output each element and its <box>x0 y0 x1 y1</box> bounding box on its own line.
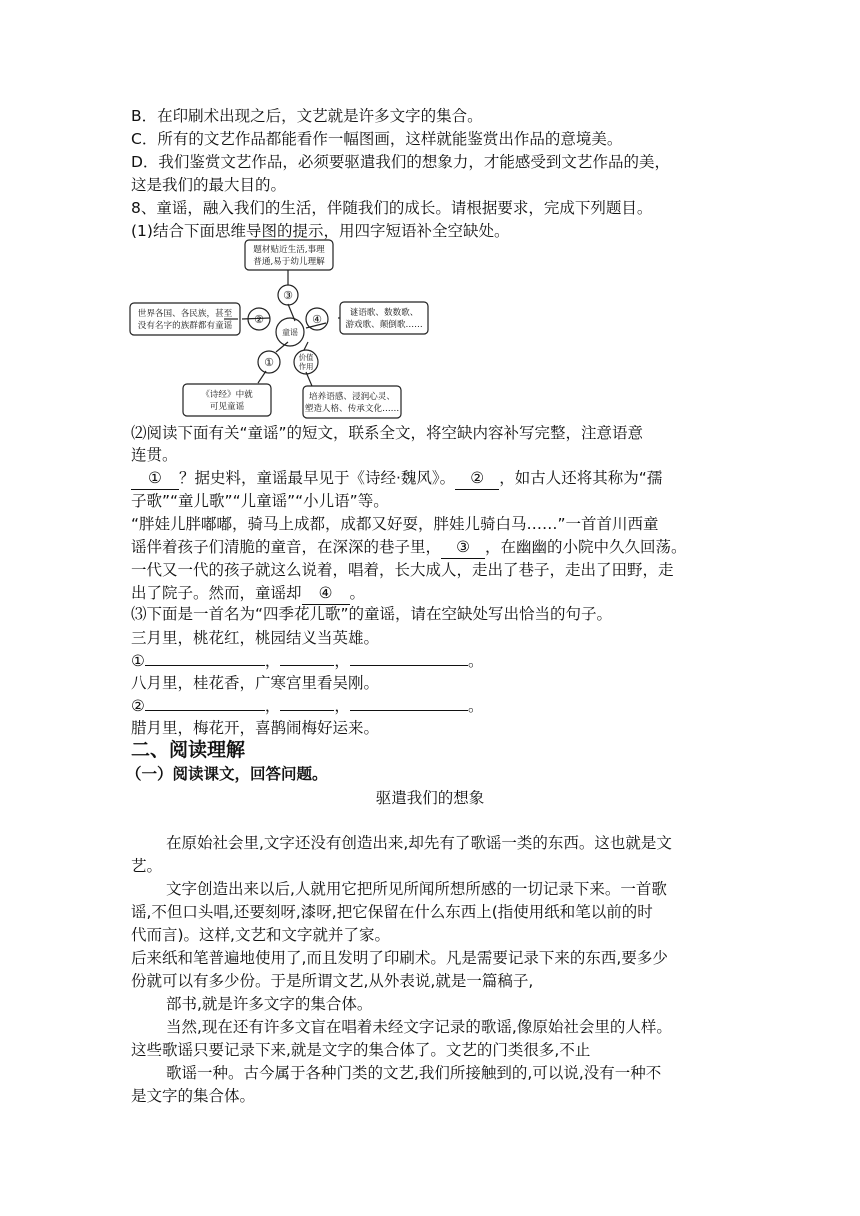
article-line-4: 谣,不但口头唱,还要刻呀,漆呀,把它保留在什么东西上(指使用纸和笔以前的时 <box>131 903 653 921</box>
svg-text:塑造人格、传承文化……: 塑造人格、传承文化…… <box>304 404 400 414</box>
svg-text:①: ① <box>264 356 274 369</box>
passage-line-2: 子歌”“童儿歌”“儿童谣”“小儿语”等。 <box>131 492 389 510</box>
svg-text:培养语感、浸润心灵、: 培养语感、浸润心灵、 <box>309 392 395 402</box>
article-line-1: 在原始社会里,文字还没有创造出来,却先有了歌谣一类的东西。这也就是文 <box>166 834 672 852</box>
poem-blank-1c[interactable] <box>350 665 468 666</box>
mind-map-diagram <box>128 238 438 420</box>
poem-blank-2a[interactable] <box>145 710 265 711</box>
passage-line-6: 出了院子。然而，童谣却 ④ 。 <box>131 582 365 605</box>
option-b: B．在印刷术出现之后，文艺就是许多文字的集合。 <box>131 107 483 125</box>
svg-text:世界各国、各民族，甚至: 世界各国、各民族，甚至 <box>137 309 233 319</box>
poem-blank-line-2: ② ， ， 。 <box>131 697 484 715</box>
article-line-10: 这些歌谣只要记录下来,就是文字的集合体了。文艺的门类很多,不止 <box>131 1041 591 1059</box>
blank-2[interactable]: ② <box>455 467 499 490</box>
passage-line-3: “胖娃儿胖嘟嘟，骑马上成都，成都又好耍，胖娃儿骑白马……”一首首川西童 <box>131 515 659 533</box>
article-line-6: 后来纸和笔普遍地使用了,而且发明了印刷术。凡是需要记录下来的东西,要多少 <box>131 949 668 967</box>
article-line-7: 份就可以有多少份。于是所谓文艺,从外表说,就是一篇稿子, <box>131 972 534 990</box>
svg-text:谜语歌、数数歌、: 谜语歌、数数歌、 <box>349 308 419 318</box>
option-d-line2: 这是我们的最大目的。 <box>131 176 287 194</box>
question-8-part3: ⑶下面是一首名为“四季花儿歌”的童谣，请在空缺处写出恰当的句子。 <box>131 605 613 623</box>
question-8-part1: (1)结合下面思维导图的提示，用四字短语补全空缺处。 <box>131 222 510 240</box>
poem-blank-1a[interactable] <box>145 665 265 666</box>
article-line-5: 代而言)。这样,文艺和文字就并了家。 <box>131 926 390 944</box>
article-title: 驱遣我们的想象 <box>375 789 485 807</box>
article-line-8: 部书,就是许多文字的集合体。 <box>166 995 373 1013</box>
question-8-part2-line2: 连贯。 <box>131 446 178 464</box>
svg-text:普通,易于幼儿理解: 普通,易于幼儿理解 <box>253 257 325 267</box>
option-d-line1: D．我们鉴赏文艺作品，必须要驱遣我们的想象力，才能感受到文艺作品的美， <box>131 153 670 171</box>
svg-text:游戏歌、颠倒歌……: 游戏歌、颠倒歌…… <box>345 320 423 330</box>
article-line-9: 当然,现在还有许多文盲在唱着未经文字记录的歌谣,像原始社会里的人样。 <box>166 1018 672 1036</box>
blank-3[interactable]: ③ <box>441 536 485 559</box>
option-c: C．所有的文艺作品都能看作一幅图画，这样就能鉴赏出作品的意境美。 <box>131 130 623 148</box>
poem-blank-line-1: ① ， ， 。 <box>131 652 484 670</box>
svg-text:题材贴近生活,事理: 题材贴近生活,事理 <box>253 245 325 255</box>
section-2-title: 二、阅读理解 <box>131 739 246 761</box>
article-line-3: 文字创造出来以后,人就用它把所见所闻所想所感的一切记录下来。一首歌 <box>166 880 667 898</box>
svg-text:价值: 价值 <box>298 353 314 362</box>
poem-line-1: 三月里，桃花红，桃园结义当英雄。 <box>131 629 380 647</box>
article-line-2: 艺。 <box>131 857 163 875</box>
poem-blank-1b[interactable] <box>280 665 334 666</box>
poem-line-3: 腊月里，梅花开，喜鹊闹梅好运来。 <box>131 719 380 737</box>
svg-text:童谣: 童谣 <box>282 328 298 337</box>
passage-line-5: 一代又一代的孩子就这么说着，唱着，长大成人，走出了巷子，走出了田野，走 <box>131 561 674 579</box>
question-8-intro: 8、童谣，融入我们的生活，伴随我们的成长。请根据要求，完成下列题目。 <box>131 199 653 217</box>
svg-text:可见童谣: 可见童谣 <box>209 402 245 412</box>
article-line-12: 是文字的集合体。 <box>131 1087 256 1105</box>
blank-1[interactable]: ① <box>131 467 179 490</box>
poem-blank-2c[interactable] <box>350 710 468 711</box>
svg-text:没有名字的族群都有童谣: 没有名字的族群都有童谣 <box>137 321 233 331</box>
section-2-subtitle: （一）阅读课文，回答问题。 <box>126 765 328 783</box>
article-line-11: 歌谣一种。古今属于各种门类的文艺,我们所接触到的,可以说,没有一种不 <box>166 1064 662 1082</box>
poem-line-2: 八月里，桂花香，广寒宫里看吴刚。 <box>131 674 380 692</box>
passage-line-1: ① ？据史料，童谣最早见于《诗经·魏风》。 ② ，如古人还将其称为“孺 <box>131 467 662 490</box>
passage-line-4: 谣伴着孩子们清脆的童音，在深深的巷子里， ③ ，在幽幽的小院中久久回荡。 <box>131 536 687 559</box>
question-8-part2-line1: ⑵阅读下面有关“童谣”的短文，联系全文，将空缺内容补写完整，注意语意 <box>131 424 644 442</box>
svg-text:④: ④ <box>312 313 322 326</box>
blank-4[interactable]: ④ <box>302 582 350 605</box>
svg-text:《诗经》中就: 《诗经》中就 <box>201 390 253 400</box>
poem-blank-2b[interactable] <box>280 710 334 711</box>
svg-text:③: ③ <box>283 289 293 302</box>
svg-text:作用: 作用 <box>298 362 314 371</box>
svg-text:②: ② <box>254 313 264 326</box>
